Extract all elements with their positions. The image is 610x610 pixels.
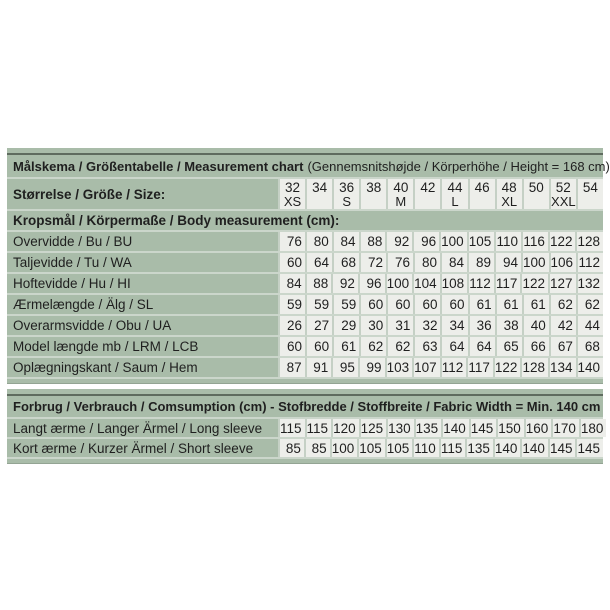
value-cell: 132 <box>576 274 604 293</box>
value-cell: 122 <box>493 358 521 377</box>
size-header-row <box>7 179 603 211</box>
row-label: Kort ærme / Kurzer Ärmel / Short sleeve <box>13 440 254 456</box>
value-cell: 76 <box>278 232 305 251</box>
value-cell: 127 <box>548 274 576 293</box>
value-cell: 160 <box>524 419 552 437</box>
value-cell: 64 <box>468 337 495 356</box>
value-cell: 62 <box>386 337 413 356</box>
row-label: Hoftevidde / Hu / HI <box>13 276 131 291</box>
value-cell: 100 <box>439 232 467 251</box>
value-cell: 60 <box>305 337 332 356</box>
table-bottom-strip <box>7 379 603 384</box>
value-cell: 59 <box>278 295 305 314</box>
value-cell: 108 <box>440 274 468 293</box>
section-header-label: Kropsmål / Körpermaße / Body measurement (cm): <box>13 213 340 228</box>
measurement-table-title-row <box>7 155 610 179</box>
value-cell: 66 <box>522 337 549 356</box>
value-cell: 67 <box>549 337 576 356</box>
value-cell: 85 <box>304 439 330 457</box>
size-cell: 46 <box>468 179 495 209</box>
value-cell: 36 <box>468 316 495 335</box>
value-cell: 117 <box>466 358 493 377</box>
value-cell: 40 <box>522 316 549 335</box>
consumption-table <box>7 389 603 464</box>
value-cell: 60 <box>413 295 440 314</box>
row-values <box>278 358 603 377</box>
row-label: Langt ærme / Langer Ärmel / Long sleeve <box>13 420 263 436</box>
value-cell: 60 <box>386 295 413 314</box>
value-cell: 100 <box>330 439 358 457</box>
value-cell: 62 <box>576 295 603 314</box>
table-row-aermelaengde <box>7 295 603 316</box>
value-cell: 135 <box>465 439 493 457</box>
value-cell: 105 <box>385 439 413 457</box>
value-cell: 105 <box>467 232 495 251</box>
value-cell: 92 <box>331 274 358 293</box>
size-cell: 32 XS <box>278 179 305 209</box>
table-row-taljevidde <box>7 253 603 274</box>
size-cell: 38 <box>359 179 386 209</box>
value-cell: 122 <box>520 274 548 293</box>
value-cell: 134 <box>548 358 576 377</box>
row-label: Overarmsvidde / Obu / UA <box>13 318 172 333</box>
row-values <box>278 439 603 457</box>
value-cell: 80 <box>305 232 332 251</box>
value-cell: 64 <box>440 337 467 356</box>
value-cell: 135 <box>414 419 442 437</box>
value-cell: 60 <box>278 337 305 356</box>
value-cell: 88 <box>305 274 332 293</box>
consumption-table-title-row <box>7 396 603 419</box>
value-cell: 116 <box>521 232 548 251</box>
value-cell: 88 <box>359 232 386 251</box>
row-values <box>278 295 603 314</box>
value-cell: 76 <box>386 253 413 272</box>
body-measurement-section-header <box>7 211 603 232</box>
value-cell: 61 <box>495 295 522 314</box>
value-cell: 130 <box>386 419 414 437</box>
size-cell: 54 <box>576 179 603 209</box>
size-cell: 40 M <box>386 179 413 209</box>
table-title: Målskema / Größentabelle / Measurement chart <box>13 158 304 174</box>
value-cell: 99 <box>358 358 385 377</box>
value-cell: 95 <box>331 358 358 377</box>
value-cell: 96 <box>412 232 439 251</box>
value-cell: 38 <box>495 316 522 335</box>
value-cell: 61 <box>332 337 359 356</box>
row-label: Ærmelængde / Älg / SL <box>13 297 154 312</box>
size-cells <box>278 179 603 209</box>
value-cell: 112 <box>467 274 494 293</box>
table-row-model-laengde <box>7 337 603 358</box>
size-cell: 36 S <box>332 179 359 209</box>
row-values <box>278 253 603 272</box>
value-cell: 64 <box>305 253 332 272</box>
value-cell: 145 <box>548 439 576 457</box>
value-cell: 106 <box>549 253 577 272</box>
table-row-overvidde <box>7 232 603 253</box>
value-cell: 92 <box>385 232 412 251</box>
value-cell: 128 <box>575 232 603 251</box>
value-cell: 72 <box>359 253 386 272</box>
table-row-overarmsvidde <box>7 316 603 337</box>
value-cell: 60 <box>359 295 386 314</box>
value-cell: 61 <box>522 295 549 314</box>
row-label: Oplægningskant / Saum / Hem <box>13 360 198 375</box>
value-cell: 125 <box>359 419 387 437</box>
size-row-label: Størrelse / Größe / Size: <box>13 186 166 202</box>
value-cell: 63 <box>413 337 440 356</box>
value-cell: 68 <box>576 337 603 356</box>
size-cell: 34 <box>305 179 332 209</box>
value-cell: 85 <box>278 439 304 457</box>
value-cell: 100 <box>385 274 413 293</box>
value-cell: 84 <box>440 253 467 272</box>
value-cell: 145 <box>469 419 497 437</box>
value-cell: 180 <box>579 419 607 437</box>
value-cell: 100 <box>521 253 549 272</box>
value-cell: 62 <box>549 295 576 314</box>
value-cell: 59 <box>332 295 359 314</box>
table-row-short-sleeve <box>7 439 603 459</box>
value-cell: 32 <box>413 316 440 335</box>
value-cell: 107 <box>412 358 440 377</box>
value-cell: 117 <box>494 274 521 293</box>
value-cell: 29 <box>332 316 359 335</box>
value-cell: 115 <box>278 419 305 437</box>
value-cell: 170 <box>551 419 579 437</box>
value-cell: 103 <box>385 358 413 377</box>
row-values <box>278 337 603 356</box>
table-row-oplaegningskant <box>7 358 603 379</box>
measurement-table <box>7 148 610 384</box>
value-cell: 84 <box>332 232 359 251</box>
row-label: Overvidde / Bu / BU <box>13 234 133 249</box>
value-cell: 105 <box>357 439 385 457</box>
size-cell: 48 XL <box>495 179 522 209</box>
value-cell: 91 <box>305 358 332 377</box>
table-bottom-strip <box>7 459 603 464</box>
row-values <box>278 316 603 335</box>
value-cell: 112 <box>576 253 603 272</box>
value-cell: 115 <box>439 439 466 457</box>
value-cell: 112 <box>440 358 467 377</box>
value-cell: 62 <box>359 337 386 356</box>
table-row-long-sleeve <box>7 419 603 439</box>
value-cell: 115 <box>305 419 332 437</box>
value-cell: 68 <box>332 253 359 272</box>
value-cell: 60 <box>440 295 467 314</box>
value-cell: 110 <box>494 232 521 251</box>
value-cell: 80 <box>413 253 440 272</box>
value-cell: 120 <box>331 419 359 437</box>
value-cell: 122 <box>548 232 576 251</box>
row-label: Model længde mb / LRM / LCB <box>13 339 199 354</box>
value-cell: 31 <box>386 316 413 335</box>
value-cell: 94 <box>494 253 521 272</box>
value-cell: 89 <box>467 253 494 272</box>
size-cell: 44 L <box>440 179 467 209</box>
value-cell: 65 <box>495 337 522 356</box>
value-cell: 34 <box>440 316 467 335</box>
value-cell: 128 <box>520 358 548 377</box>
row-values <box>278 232 603 251</box>
table-row-hoftevidde <box>7 274 603 295</box>
size-cell: 42 <box>413 179 440 209</box>
value-cell: 140 <box>520 439 548 457</box>
size-cell: 50 <box>522 179 549 209</box>
value-cell: 60 <box>278 253 305 272</box>
value-cell: 30 <box>359 316 386 335</box>
value-cell: 145 <box>575 439 603 457</box>
value-cell: 27 <box>305 316 332 335</box>
value-cell: 26 <box>278 316 305 335</box>
consumption-title: Forbrug / Verbrauch / Comsumption (cm) - Stofbredde / Stoffbreite / Fabric Width = Min. 140 cm <box>13 399 601 414</box>
row-values <box>278 419 606 437</box>
value-cell: 140 <box>576 358 604 377</box>
value-cell: 42 <box>549 316 576 335</box>
value-cell: 84 <box>278 274 305 293</box>
value-cell: 140 <box>493 439 521 457</box>
value-cell: 110 <box>412 439 439 457</box>
value-cell: 140 <box>441 419 469 437</box>
value-cell: 61 <box>468 295 495 314</box>
value-cell: 87 <box>278 358 305 377</box>
value-cell: 96 <box>358 274 385 293</box>
value-cell: 59 <box>305 295 332 314</box>
value-cell: 44 <box>576 316 603 335</box>
row-label: Taljevidde / Tu / WA <box>13 255 132 270</box>
value-cell: 104 <box>412 274 440 293</box>
value-cell: 150 <box>496 419 524 437</box>
size-cell: 52 XXL <box>549 179 576 209</box>
row-values <box>278 274 603 293</box>
table-title-note: (Gennemsnitshøjde / Körperhöhe / Height = 168 cm) <box>307 158 610 174</box>
